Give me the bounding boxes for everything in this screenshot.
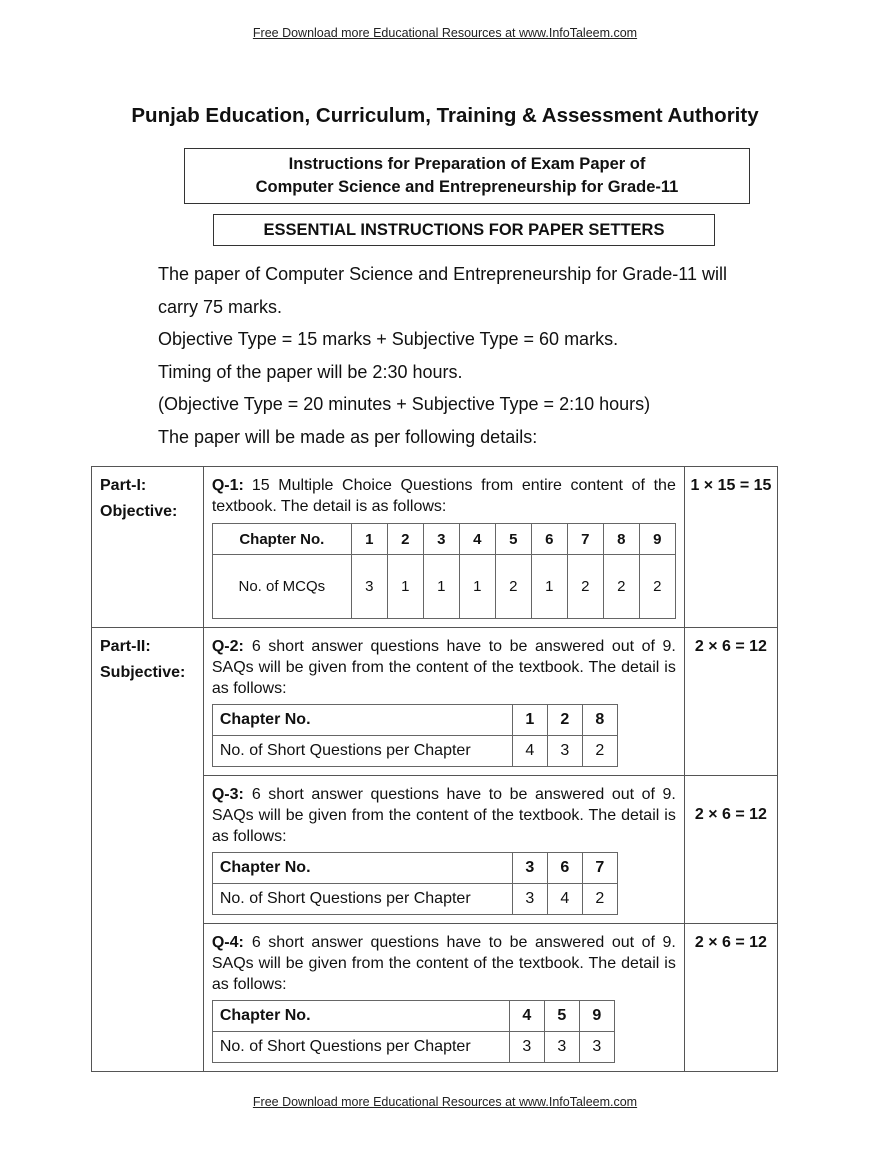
chapter-cell: 8 [582, 705, 617, 736]
essential-instructions-heading: ESSENTIAL INSTRUCTIONS FOR PAPER SETTERS [213, 214, 715, 246]
part2-type: Subjective: [100, 664, 186, 681]
count-cell: 3 [351, 555, 387, 619]
q4-row-label: No. of Short Questions per Chapter [212, 1032, 509, 1063]
count-cell: 2 [639, 555, 675, 619]
q2-header-label: Chapter No. [212, 705, 512, 736]
q1-text [212, 475, 676, 517]
count-cell: 2 [582, 736, 617, 767]
chapter-cell: 4 [459, 524, 495, 555]
chapter-cell: 7 [567, 524, 603, 555]
q2-header-row [212, 705, 617, 736]
intro-paragraph [158, 258, 798, 454]
q4-text [212, 932, 676, 995]
q1-description: 15 Multiple Choice Questions from entire content of the textbook. The detail is as follows: [211, 477, 676, 515]
mcq-count-row [212, 555, 675, 619]
chapter-cell: 9 [639, 524, 675, 555]
chapter-cell: 9 [579, 1001, 614, 1032]
q2-description: 6 short answer questions have to be answered out of 9. SAQs will be given from the content of the textbook. The detail is as follows: [211, 638, 676, 697]
q3-cell [203, 776, 684, 924]
q2-row-label: No. of Short Questions per Chapter [212, 736, 512, 767]
exam-title-line-1: Instructions for Preparation of Exam Paper of [288, 155, 646, 173]
q4-distribution-table [212, 1000, 615, 1063]
q3-distribution-table [212, 852, 618, 915]
q4-label: Q-4: [211, 934, 244, 951]
q1-cell [203, 467, 684, 628]
q3-description: 6 short answer questions have to be answered out of 9. SAQs will be given from the content of the textbook. The detail is as follows: [211, 786, 676, 845]
q4-cell [203, 924, 684, 1072]
count-cell: 2 [582, 884, 617, 915]
q4-header-row [212, 1001, 614, 1032]
q4-header-label: Chapter No. [212, 1001, 509, 1032]
chapter-cell: 2 [387, 524, 423, 555]
chapter-cell: 6 [531, 524, 567, 555]
organization-title: Punjab Education, Curriculum, Training & Assessment Authority [131, 104, 759, 127]
count-cell: 1 [387, 555, 423, 619]
chapter-cell: 8 [603, 524, 639, 555]
chapter-cell: 5 [495, 524, 531, 555]
chapter-cell: 1 [351, 524, 387, 555]
intro-line: (Objective Type = 20 minutes + Subjective Type = 2:10 hours) [158, 394, 651, 415]
chapter-cell: 3 [512, 853, 547, 884]
part1-label-cell [92, 467, 204, 628]
q4-count-row [212, 1032, 614, 1063]
q2-text [212, 636, 676, 699]
chapter-cell: 3 [423, 524, 459, 555]
q1-marks: 1 × 15 = 15 [684, 467, 777, 628]
q2-distribution-table [212, 704, 618, 767]
part1-type: Objective: [100, 503, 178, 520]
intro-line: The paper of Computer Science and Entrepreneurship for Grade-11 will [158, 264, 727, 284]
footer-resource-link[interactable]: Free Download more Educational Resources at www.InfoTaleem.com [252, 1095, 638, 1109]
count-cell: 3 [579, 1032, 614, 1063]
chapter-cell: 5 [544, 1001, 579, 1032]
mcq-row-label: No. of MCQs [212, 555, 351, 619]
exam-title-box [184, 148, 750, 204]
exam-structure-table [91, 466, 778, 1072]
q4-description: 6 short answer questions have to be answered out of 9. SAQs will be given from the content of the textbook. The detail is as follows: [211, 934, 676, 993]
chapter-cell: 7 [582, 853, 617, 884]
q2-label: Q-2: [211, 638, 244, 655]
count-cell: 3 [512, 884, 547, 915]
q4-marks: 2 × 6 = 12 [684, 924, 777, 1072]
q2-marks: 2 × 6 = 12 [684, 628, 777, 776]
q3-header-row [212, 853, 617, 884]
mcq-header-label: Chapter No. [212, 524, 351, 555]
part2-label: Part-II: [100, 638, 151, 655]
intro-line: Timing of the paper will be 2:30 hours. [158, 361, 463, 382]
chapter-cell: 6 [547, 853, 582, 884]
intro-line: The paper will be made as per following details: [158, 426, 538, 447]
count-cell: 3 [509, 1032, 544, 1063]
intro-line: carry 75 marks. [158, 296, 283, 317]
count-cell: 1 [459, 555, 495, 619]
count-cell: 3 [544, 1032, 579, 1063]
chapter-cell: 1 [512, 705, 547, 736]
part2-label-cell [92, 628, 204, 1072]
q1-label: Q-1: [211, 477, 244, 494]
q3-text [212, 784, 676, 847]
mcq-distribution-table [212, 523, 676, 619]
q3-label: Q-3: [211, 786, 244, 803]
q3-marks: 2 × 6 = 12 [684, 776, 777, 924]
chapter-cell: 4 [509, 1001, 544, 1032]
count-cell: 2 [495, 555, 531, 619]
count-cell: 1 [423, 555, 459, 619]
count-cell: 2 [603, 555, 639, 619]
q2-count-row [212, 736, 617, 767]
q2-cell [203, 628, 684, 776]
part1-label: Part-I: [100, 477, 147, 494]
header-resource-link[interactable]: Free Download more Educational Resources at www.InfoTaleem.com [252, 26, 638, 40]
intro-line: Objective Type = 15 marks + Subjective Type = 60 marks. [158, 329, 619, 350]
count-cell: 3 [547, 736, 582, 767]
q3-row-label: No. of Short Questions per Chapter [212, 884, 512, 915]
exam-title-line-2: Computer Science and Entrepreneurship for Grade-11 [255, 178, 679, 196]
table-row-part1 [92, 467, 778, 628]
count-cell: 2 [567, 555, 603, 619]
chapter-cell: 2 [547, 705, 582, 736]
q3-header-label: Chapter No. [212, 853, 512, 884]
mcq-header-row [212, 524, 675, 555]
q3-count-row [212, 884, 617, 915]
count-cell: 4 [512, 736, 547, 767]
count-cell: 1 [531, 555, 567, 619]
count-cell: 4 [547, 884, 582, 915]
table-row-q2 [92, 628, 778, 776]
